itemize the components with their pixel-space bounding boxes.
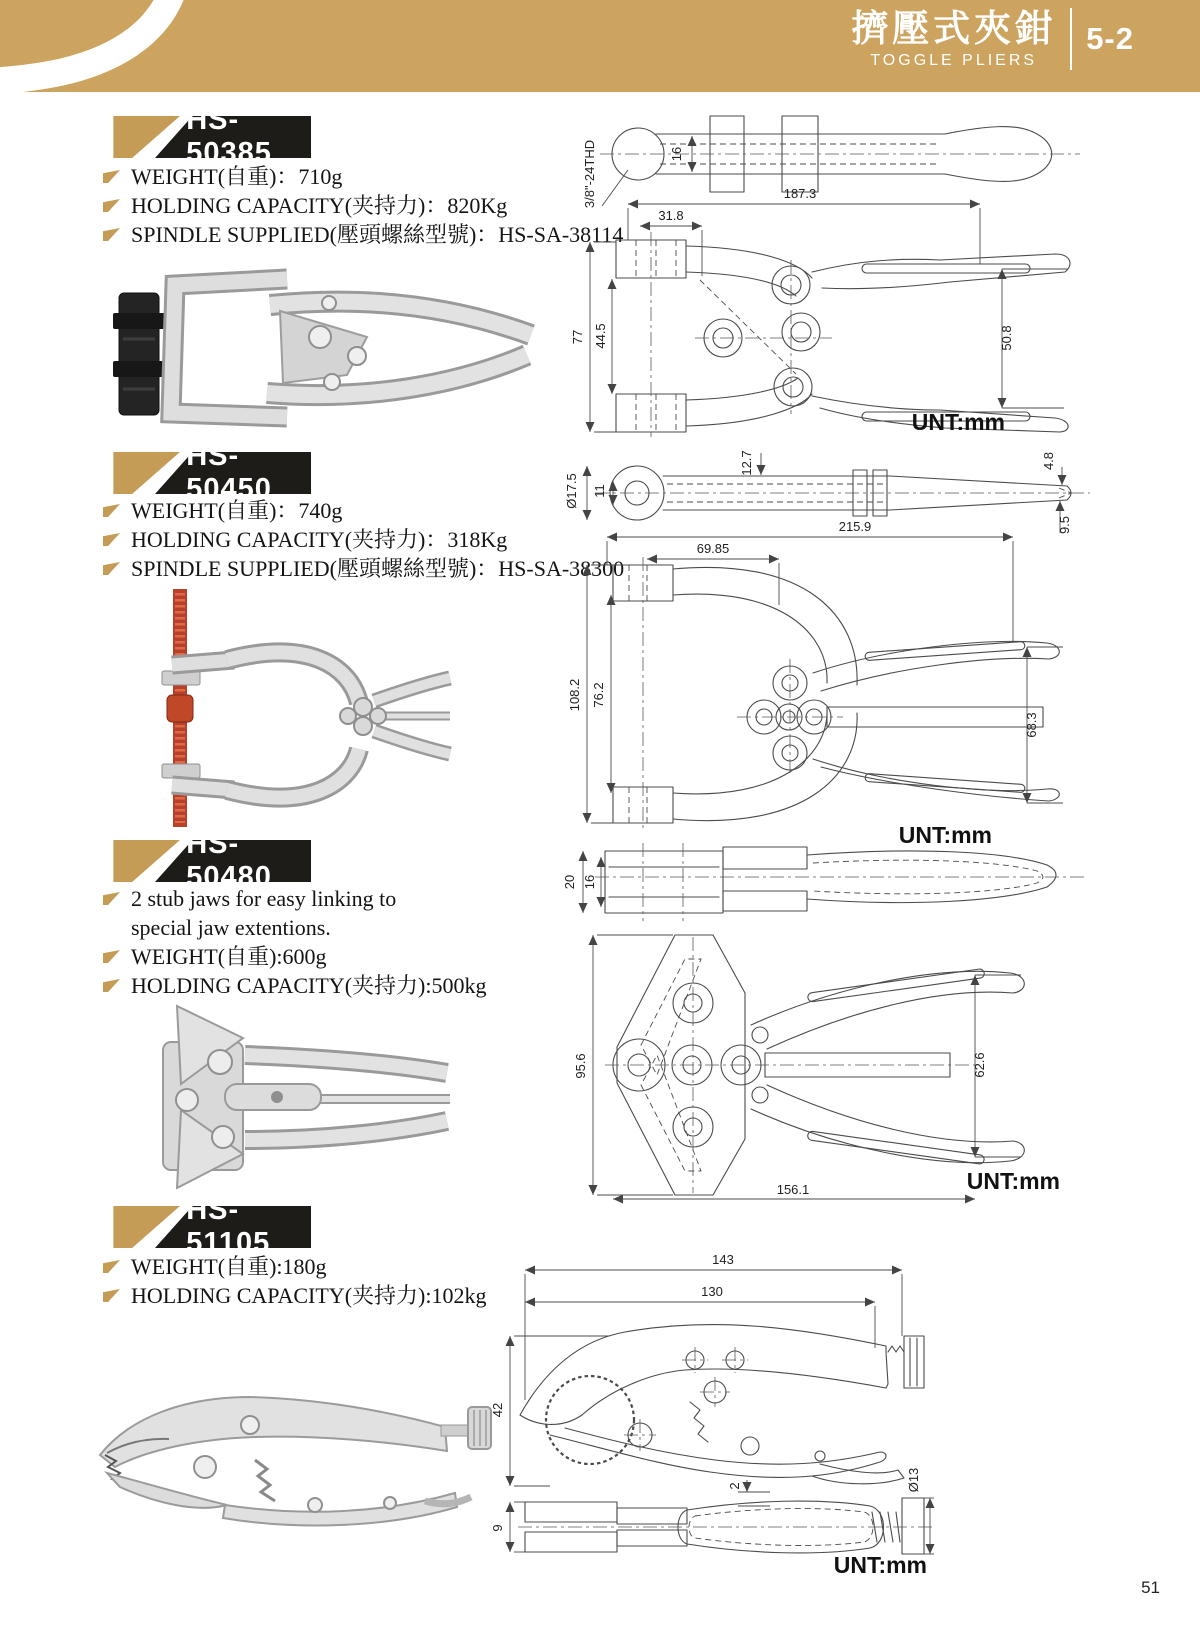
technical-drawing-hs-51105: [490, 1240, 1110, 1575]
page-section-code: 5-2: [1086, 21, 1134, 56]
spec-list-hs-50450: [103, 496, 624, 583]
dim-head-dia: Ø17.5: [564, 473, 579, 509]
dim-plate-outer: 20: [562, 874, 577, 890]
header-divider: [1070, 8, 1072, 70]
product-photo-hs-50385: [105, 243, 545, 433]
spec-note-line2: [103, 913, 486, 942]
dim-inner-height: 76.2: [591, 682, 606, 708]
bullet-flag-icon: [103, 170, 120, 183]
bullet-flag-icon: [103, 228, 120, 241]
spec-text: SPINDLE SUPPLIED(壓頭螺絲型號)：HS-SA-38114: [131, 222, 624, 247]
bullet-flag-icon: [103, 533, 120, 546]
spec-text: special jaw extentions.: [131, 915, 331, 940]
dim-plate-inner: 16: [582, 874, 597, 890]
spec-holding-capacity: [103, 191, 623, 220]
spec-holding-capacity: [103, 971, 486, 1000]
spec-weight: [103, 942, 486, 971]
model-code: HS-50450: [186, 440, 272, 505]
product-photo-hs-50450: [112, 583, 452, 833]
dim-total-length: 187.3: [783, 186, 817, 201]
bullet-flag-icon: [103, 1260, 120, 1273]
unit-label: UNT:mm: [898, 822, 992, 845]
dim-jaw-height: 62.6: [972, 1052, 987, 1078]
dim-total-length: 215.9: [838, 519, 872, 534]
dim-stack-height: 9: [490, 1524, 505, 1532]
page-title-english: TOGGLE PLIERS: [870, 51, 1038, 69]
unit-label: UNT:mm: [833, 1552, 927, 1575]
main-view-outline: [613, 557, 1059, 831]
spec-text: WEIGHT(自重)：710g: [131, 164, 343, 189]
model-badge-hs-50450: [103, 440, 311, 505]
spec-weight: [103, 496, 624, 525]
technical-drawing-hs-50480: [555, 825, 1105, 1205]
dim-gap: 2: [727, 1482, 742, 1490]
product-photo-hs-50480: [125, 1000, 455, 1195]
header-title-block: [851, 8, 1134, 70]
toggle-clamp-photo-illustration: [113, 279, 531, 417]
unit-label: UNT:mm: [966, 1168, 1060, 1194]
dim-bore: 11: [592, 484, 607, 498]
dim-screw-dia: Ø13: [906, 1467, 921, 1493]
bullet-flag-icon: [103, 950, 120, 963]
technical-drawing-hs-50385: [560, 112, 1105, 437]
dim-tip-depth: 9.5: [1057, 515, 1072, 535]
spec-text: HOLDING CAPACITY(夹持力):102kg: [131, 1283, 487, 1308]
spec-text: HOLDING CAPACITY(夹持力)：820Kg: [131, 193, 508, 218]
main-view-outline: [520, 1325, 924, 1484]
dim-body-length: 130: [701, 1284, 723, 1299]
model-code: HS-50480: [186, 828, 272, 893]
c-clamp-photo-illustration: [162, 589, 450, 827]
bullet-flag-icon: [103, 979, 120, 992]
locking-pliers-photo-illustration: [100, 1397, 491, 1526]
page-title-chinese: 擠壓式夾鉗: [851, 8, 1057, 50]
dim-plate-width: 16: [669, 146, 684, 162]
spec-text: SPINDLE SUPPLIED(壓頭螺絲型號)：HS-SA-38300: [131, 556, 625, 581]
spec-text: 2 stub jaws for easy linking to: [131, 886, 397, 911]
spec-list-hs-50480: [103, 884, 486, 1000]
dim-body-height: 108.2: [567, 678, 582, 712]
spec-text: WEIGHT(自重):180g: [131, 1254, 327, 1279]
main-view-outline: [605, 935, 1024, 1195]
spec-weight: [103, 162, 623, 191]
spec-list-hs-51105: [103, 1252, 486, 1310]
dim-body-height: 77: [570, 329, 585, 345]
top-view-outline: [582, 116, 1080, 208]
dim-jaw-height: 50.8: [999, 325, 1014, 351]
dim-total-length: 156.1: [776, 1182, 810, 1197]
spec-holding-capacity: [103, 525, 624, 554]
bullet-flag-icon: [103, 1289, 120, 1302]
model-badge-hs-50385: [103, 104, 311, 169]
dim-tip-width: 4.8: [1041, 451, 1056, 471]
dimension-lines: [573, 935, 1021, 1199]
bottom-view-outline: [490, 1468, 935, 1554]
spec-note-line1: [103, 884, 486, 913]
unit-label: UNT:mm: [911, 409, 1005, 435]
model-badge-hs-51105: [103, 1194, 311, 1259]
dim-body-height: 95.6: [573, 1053, 588, 1079]
dimension-lines: [570, 186, 1068, 432]
spec-spindle: [103, 554, 624, 583]
technical-drawing-hs-50450: [555, 445, 1105, 845]
dim-inner-height: 44.5: [593, 323, 608, 349]
header-swoosh-graphic: [0, 0, 320, 92]
spec-holding-capacity: [103, 1281, 486, 1310]
top-view-outline: [564, 450, 1090, 534]
bullet-flag-icon: [103, 562, 120, 575]
dim-jaw-height: 68.3: [1024, 712, 1039, 738]
spec-text: WEIGHT(自重)：740g: [131, 498, 343, 523]
dim-jaw-height: 42: [490, 1402, 505, 1418]
model-code: HS-50385: [186, 104, 272, 169]
dim-total-length: 143: [712, 1252, 734, 1267]
product-photo-hs-51105: [85, 1355, 505, 1570]
spec-weight: [103, 1252, 486, 1281]
bullet-flag-icon: [103, 892, 120, 905]
model-badge-hs-50480: [103, 828, 311, 893]
bullet-flag-icon: [103, 504, 120, 517]
bullet-flag-icon: [103, 199, 120, 212]
spec-text: WEIGHT(自重):600g: [131, 944, 327, 969]
page-header: [0, 0, 1200, 92]
top-view-outline: [562, 843, 1085, 921]
page-number: 51: [1141, 1578, 1160, 1597]
dim-clevis-width: 12.7: [739, 450, 754, 476]
dim-thread-spec: 3/8"-24THD: [582, 139, 597, 209]
spec-list-hs-50385: [103, 162, 623, 249]
dim-throat-depth: 69.85: [696, 541, 730, 556]
dim-jaw-offset: 31.8: [658, 208, 684, 223]
spec-text: HOLDING CAPACITY(夹持力)：318Kg: [131, 527, 508, 552]
model-code: HS-51105: [186, 1194, 271, 1259]
stub-jaw-clamp-photo-illustration: [163, 1006, 450, 1188]
spec-text: HOLDING CAPACITY(夹持力):500kg: [131, 973, 487, 998]
